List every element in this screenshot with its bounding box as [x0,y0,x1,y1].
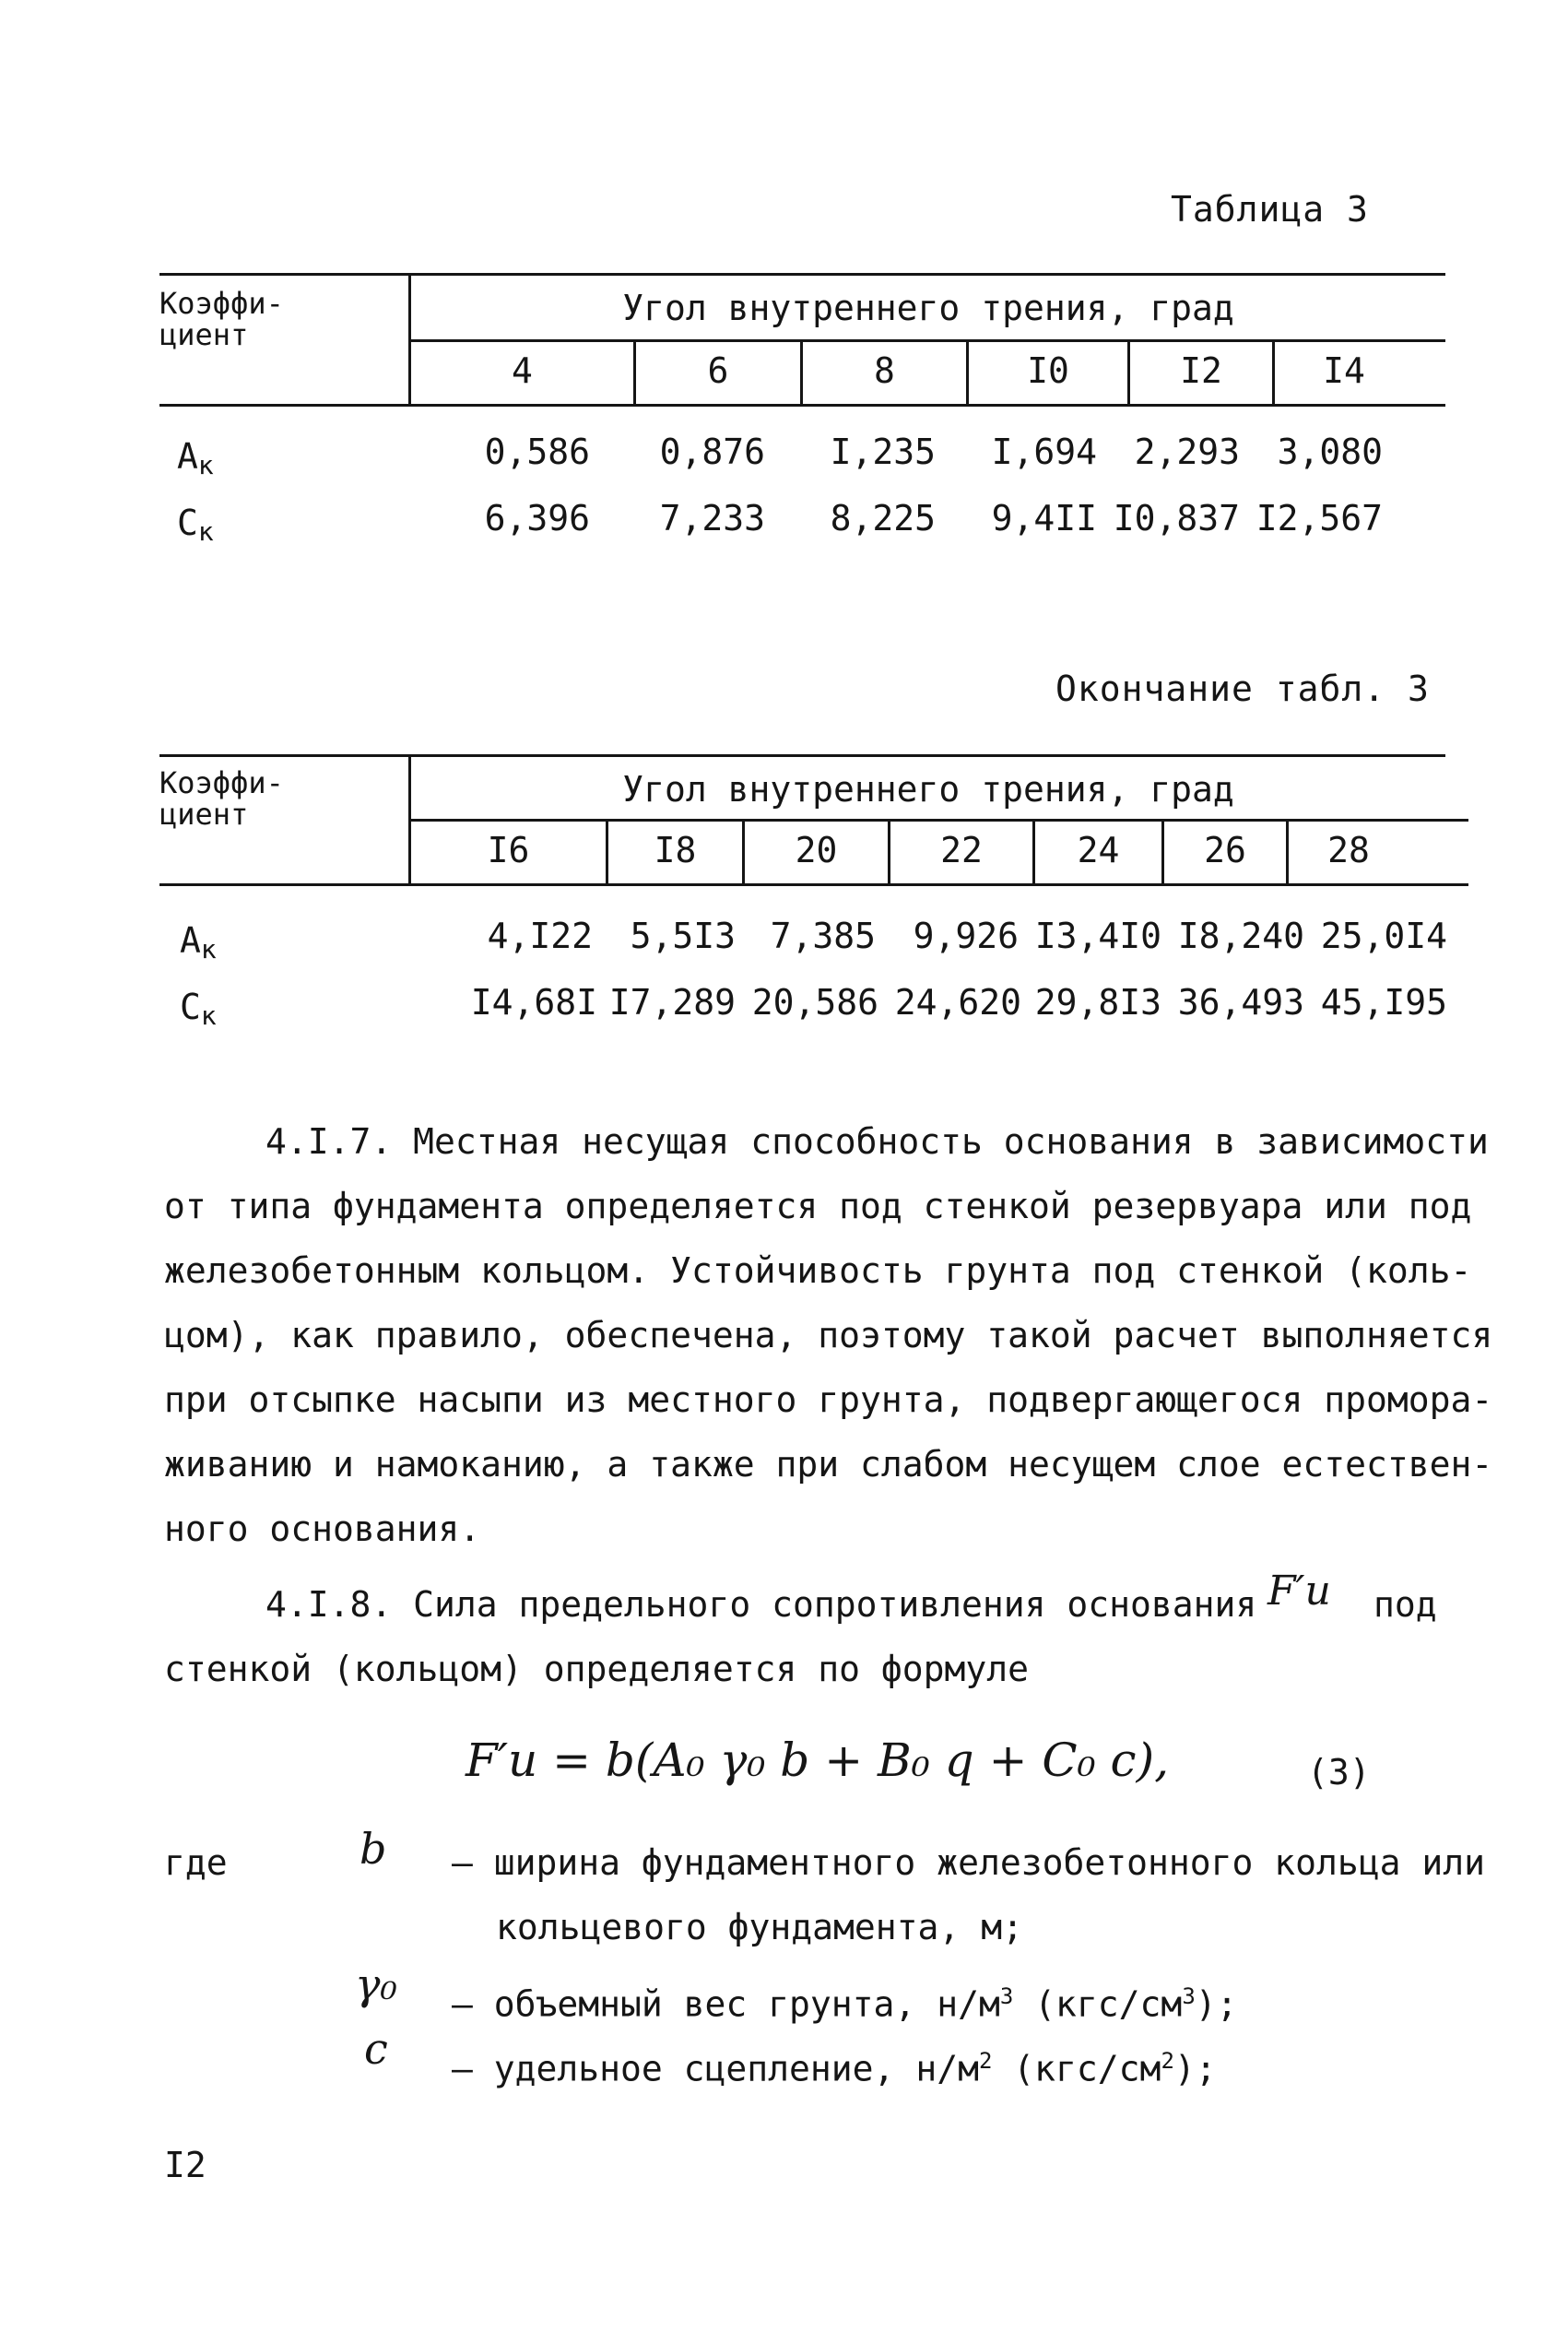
table-cell: 8,225 [830,498,936,538]
definition-text: – объемный вес грунта, $н/м^3$ $(кгс/см^3)$; [452,1983,1238,2025]
angle-value: 6 [707,350,729,391]
table-cell: I,694 [991,432,1097,472]
row-label: $C_к$ [180,987,217,1031]
paragraph-line: 4.I.7. Местная несущая способность основания в зависимости [265,1121,1489,1162]
row-label: $A_к$ [177,436,214,480]
table-cell: 0,876 [659,432,765,472]
table-cell: 29,8I3 [1034,982,1161,1023]
table-cell: 7,233 [659,498,765,538]
table-header-bottom-rule [159,404,1445,407]
table-cell: 5,5I3 [630,916,736,956]
table-cell: I2,567 [1256,498,1383,538]
angle-value: 8 [874,350,895,391]
angle-value: 4 [512,350,533,391]
table-cell: I0,837 [1113,498,1240,538]
table-cell: 36,493 [1177,982,1304,1023]
table-cell: 24,620 [894,982,1021,1023]
angle-header: Угол внутреннего трения, град [622,288,1234,328]
table-cell: 45,I95 [1320,982,1447,1023]
table-cell: 3,080 [1277,432,1383,472]
table-cell: 0,586 [484,432,590,472]
angle-value: I6 [487,830,530,870]
angle-value: 28 [1327,830,1370,870]
symbol-c: c [364,2024,388,2074]
force-symbol: F′u [1267,1568,1331,1615]
angle-value: I4 [1323,350,1365,391]
formula: F′u = b(A₀ γ₀ b + B₀ q + C₀ c), [466,1733,1169,1787]
paragraph-line: стенкой (кольцом) определяется по формуле [164,1649,1029,1689]
table-cell: I4,68I [470,982,597,1023]
paragraph-line: живанию и намоканию, а также при слабом несущем слое естествен- [164,1444,1493,1485]
row-label: $A_к$ [180,920,217,964]
table-header-rule [408,339,1445,342]
paragraph-line: при отсыпке насыпи из местного грунта, подвергающегося проморa- [164,1379,1493,1420]
definition-text: – удельное сцепление, $н/м^2$ $(кгс/см^2)$; [452,2048,1217,2089]
table-cell: 9,926 [913,916,1019,956]
paragraph-line: ного основания. [164,1509,481,1549]
symbol-gamma: γ₀ [355,1959,397,2009]
formula-number: (3) [1307,1752,1371,1793]
coef-header: Коэффи- циент [159,286,284,352]
table-cell: 4,I22 [487,916,593,956]
table-cell: 9,4II [991,498,1097,538]
table-cell: 2,293 [1134,432,1240,472]
paragraph-line: 4.I.8. Сила предельного сопротивления основания [265,1584,1257,1625]
table-cell: I7,289 [608,982,736,1023]
paragraph-line: железобетонным кольцом. Устойчивость грунта под стенкой (коль- [164,1250,1472,1291]
table-top-rule [159,273,1445,276]
paragraph-line: от типа фундамента определяется под стенкой резервуара или под [164,1186,1472,1226]
table-cell: 7,385 [770,916,876,956]
table-cell: 6,396 [484,498,590,538]
coef-header: Коэффи- циент [159,765,284,832]
angle-value: I8 [654,830,697,870]
angle-value: 26 [1204,830,1246,870]
table-caption: Таблица 3 [1171,189,1369,230]
table-cell: I8,240 [1177,916,1304,956]
definition-text: кольцевого фундамента, м; [496,1907,1023,1947]
angle-value: 20 [795,830,838,870]
row-label: $C_к$ [177,503,214,547]
where-label: где [164,1842,228,1883]
table-top-rule [159,754,1445,757]
table-caption: Окончание табл. 3 [1055,669,1430,709]
angle-value: 22 [940,830,983,870]
paragraph-line: цом), как правило, обеспечена, поэтому такой расчет выполняется [164,1315,1493,1355]
paragraph-line: под [1373,1584,1437,1625]
angle-value: I0 [1027,350,1069,391]
table-header-rule [408,819,1468,822]
angle-value: 24 [1077,830,1120,870]
symbol-b: b [360,1824,387,1874]
page-number: I2 [164,2145,206,2185]
definition-text: – ширина фундаментного железобетонного кольца или [452,1842,1486,1883]
angle-header: Угол внутреннего трения, град [622,769,1234,810]
table-cell: I3,4I0 [1034,916,1161,956]
table-cell: 20,586 [751,982,878,1023]
table-header-bottom-rule [159,883,1468,886]
table-cell: 25,0I4 [1320,916,1447,956]
angle-value: I2 [1180,350,1222,391]
table-cell: I,235 [830,432,936,472]
